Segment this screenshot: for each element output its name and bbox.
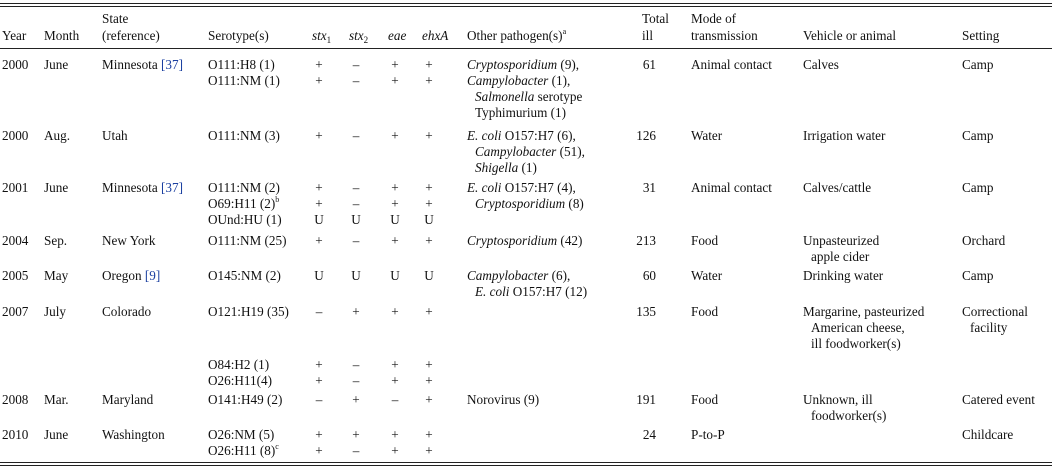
cell-stx2: – xyxy=(352,180,360,195)
cell-vehicle: Drinking water xyxy=(803,268,884,283)
cell-serotype: O111:NM (3) xyxy=(208,128,280,143)
cell-ehxa: + xyxy=(425,196,433,211)
cell-mode: Animal contact xyxy=(691,180,772,195)
cell-year: 2000 xyxy=(2,57,29,72)
cell-serotype: O141:H49 (2) xyxy=(208,392,283,407)
cell-stx2: – xyxy=(352,357,360,372)
header-stx1: stx$_1$ xyxy=(312,28,332,45)
header-serotype: Serotype(s) xyxy=(208,28,269,43)
cell-month: Sep. xyxy=(44,233,68,248)
cell-eae: + xyxy=(391,57,399,72)
cell-total-ill: 60 xyxy=(642,268,656,283)
header-ill: ill xyxy=(642,28,653,43)
cell-serotype: O111:H8 (1) xyxy=(208,57,275,72)
cell-other-pathogen: Shigella (1) xyxy=(475,160,537,175)
cell-ehxa: + xyxy=(425,180,433,195)
cell-stx1: – xyxy=(315,304,323,319)
header-transmission: transmission xyxy=(691,28,758,43)
cell-mode: Water xyxy=(691,268,723,283)
cell-vehicle: ill foodworker(s) xyxy=(811,336,901,351)
cell-year: 2007 xyxy=(2,304,29,319)
cell-serotype: O26:H11(4) xyxy=(208,373,272,388)
cell-eae: + xyxy=(391,357,399,372)
cell-ehxa: + xyxy=(425,233,433,248)
cell-ehxa: + xyxy=(425,392,433,407)
cell-vehicle: foodworker(s) xyxy=(811,408,887,423)
cell-state: New York xyxy=(102,233,156,248)
cell-stx1: U xyxy=(314,268,324,283)
cell-ehxa: U xyxy=(424,268,434,283)
cell-stx1: + xyxy=(315,233,323,248)
cell-setting: facility xyxy=(970,320,1008,335)
cell-ehxa: + xyxy=(425,373,433,388)
cell-total-ill: 135 xyxy=(636,304,656,319)
cell-stx1: + xyxy=(315,128,323,143)
bottom-rule-2 xyxy=(0,465,1052,466)
cell-mode: Food xyxy=(691,392,719,407)
cell-stx2: – xyxy=(352,196,360,211)
cell-stx1: + xyxy=(315,373,323,388)
header-mode: Mode of xyxy=(691,11,737,26)
cell-serotype: O121:H19 (35) xyxy=(208,304,289,319)
cell-vehicle: Calves/cattle xyxy=(803,180,872,195)
cell-stx1: + xyxy=(315,427,323,442)
cell-month: July xyxy=(44,304,66,319)
cell-ehxa: + xyxy=(425,128,433,143)
cell-month: June xyxy=(44,427,69,442)
cell-stx1: + xyxy=(315,196,323,211)
cell-total-ill: 31 xyxy=(642,180,656,195)
cell-eae: – xyxy=(391,392,399,407)
cell-total-ill: 126 xyxy=(636,128,656,143)
cell-other-pathogen: Campylobacter (51), xyxy=(475,144,585,159)
cell-eae: + xyxy=(391,128,399,143)
cell-other-pathogen: Cryptosporidium (42) xyxy=(467,233,583,248)
cell-total-ill: 24 xyxy=(642,427,656,442)
cell-stx1: + xyxy=(315,180,323,195)
cell-other-pathogen: Salmonella serotype xyxy=(475,89,583,104)
cell-month: June xyxy=(44,180,69,195)
cell-state: Colorado xyxy=(102,304,152,319)
cell-serotype: OUnd:HU (1) xyxy=(208,212,282,227)
header-ehxa: ehxA xyxy=(422,28,449,43)
cell-stx1: + xyxy=(315,57,323,72)
cell-eae: U xyxy=(390,212,400,227)
cell-year: 2004 xyxy=(2,233,29,248)
cell-mode: Food xyxy=(691,304,719,319)
cell-stx1: – xyxy=(315,392,323,407)
header-month: Month xyxy=(44,28,80,43)
cell-other-pathogen: Cryptosporidium (8) xyxy=(475,196,584,211)
header-eae: eae xyxy=(388,28,407,43)
cell-year: 2000 xyxy=(2,128,29,143)
cell-other-pathogen: E. coli O157:H7 (4), xyxy=(467,180,576,195)
cell-eae: + xyxy=(391,443,399,458)
cell-vehicle: Unknown, ill xyxy=(803,392,873,407)
cell-ehxa: + xyxy=(425,443,433,458)
cell-serotype: O111:NM (2) xyxy=(208,180,280,195)
header-year: Year xyxy=(2,28,27,43)
header-total: Total xyxy=(642,11,669,26)
reference-link[interactable]: [9] xyxy=(144,268,161,283)
cell-serotype: O26:H11 $(8)^c$ xyxy=(208,442,279,458)
cell-eae: + xyxy=(391,196,399,211)
cell-year: 2008 xyxy=(2,392,29,407)
cell-other-pathogen: E. coli O157:H7 (12) xyxy=(475,284,588,299)
cell-vehicle: American cheese, xyxy=(811,320,905,335)
cell-state: Utah xyxy=(102,128,128,143)
cell-eae: U xyxy=(390,268,400,283)
cell-eae: + xyxy=(391,373,399,388)
cell-state: Washington xyxy=(102,427,165,442)
cell-eae: + xyxy=(391,304,399,319)
cell-eae: + xyxy=(391,73,399,88)
cell-stx2: – xyxy=(352,233,360,248)
cell-mode: Food xyxy=(691,233,719,248)
cell-stx2: – xyxy=(352,443,360,458)
cell-eae: + xyxy=(391,233,399,248)
cell-vehicle: apple cider xyxy=(811,249,870,264)
cell-setting: Camp xyxy=(962,180,994,195)
cell-year: 2005 xyxy=(2,268,29,283)
cell-year: 2010 xyxy=(2,427,29,442)
cell-total-ill: 191 xyxy=(636,392,656,407)
cell-mode: Water xyxy=(691,128,723,143)
cell-state: Maryland xyxy=(102,392,154,407)
cell-other-pathogen: E. coli O157:H7 (6), xyxy=(467,128,576,143)
cell-setting: Camp xyxy=(962,268,994,283)
cell-year: 2001 xyxy=(2,180,29,195)
cell-month: June xyxy=(44,57,69,72)
cell-stx2: – xyxy=(352,128,360,143)
cell-setting: Correctional xyxy=(962,304,1028,319)
cell-stx2: U xyxy=(351,268,361,283)
cell-other-pathogen: Cryptosporidium (9), xyxy=(467,57,580,72)
cell-stx1: + xyxy=(315,73,323,88)
cell-other-pathogen: Norovirus (9) xyxy=(467,392,540,407)
cell-state: Minnesota [37] xyxy=(102,180,183,195)
cell-ehxa: + xyxy=(425,304,433,319)
reference-link[interactable]: [37] xyxy=(160,180,183,195)
cell-month: Mar. xyxy=(44,392,69,407)
cell-stx2: – xyxy=(352,373,360,388)
cell-stx2: + xyxy=(352,392,360,407)
cell-other-pathogen: Typhimurium (1) xyxy=(475,105,567,120)
cell-ehxa: + xyxy=(425,57,433,72)
cell-stx2: + xyxy=(352,304,360,319)
bottom-rule-1 xyxy=(0,462,1052,463)
cell-ehxa: + xyxy=(425,427,433,442)
cell-ehxa: + xyxy=(425,73,433,88)
header-reference: (reference) xyxy=(102,28,160,43)
cell-stx2: + xyxy=(352,427,360,442)
cell-setting: Childcare xyxy=(962,427,1014,442)
cell-serotype: O26:NM (5) xyxy=(208,427,275,442)
cell-stx1: U xyxy=(314,212,324,227)
cell-stx2: – xyxy=(352,73,360,88)
cell-other-pathogen: Campylobacter (1), xyxy=(467,73,571,88)
cell-eae: + xyxy=(391,427,399,442)
cell-setting: Orchard xyxy=(962,233,1006,248)
header-rule xyxy=(0,48,1052,49)
top-rule-1 xyxy=(0,3,1052,4)
cell-setting: Catered event xyxy=(962,392,1035,407)
cell-state: Minnesota [37] xyxy=(102,57,183,72)
cell-vehicle: Unpasteurized xyxy=(803,233,880,248)
header-vehicle: Vehicle or animal xyxy=(803,28,897,43)
top-rule-2 xyxy=(0,6,1052,7)
cell-vehicle: Calves xyxy=(803,57,839,72)
cell-mode: P-to-P xyxy=(691,427,725,442)
cell-mode: Animal contact xyxy=(691,57,772,72)
cell-total-ill: 61 xyxy=(642,57,656,72)
cell-stx2: – xyxy=(352,57,360,72)
cell-month: Aug. xyxy=(44,128,71,143)
cell-serotype: O69:H11 $(2)^b$ xyxy=(208,195,280,211)
cell-setting: Camp xyxy=(962,128,994,143)
cell-total-ill: 213 xyxy=(636,233,656,248)
cell-stx1: + xyxy=(315,357,323,372)
header-setting: Setting xyxy=(962,28,1000,43)
cell-other-pathogen: Campylobacter (6), xyxy=(467,268,571,283)
cell-serotype: O111:NM (1) xyxy=(208,73,280,88)
cell-serotype: O84:H2 (1) xyxy=(208,357,270,372)
cell-month: May xyxy=(44,268,69,283)
cell-ehxa: + xyxy=(425,357,433,372)
cell-state: Oregon [9] xyxy=(102,268,161,283)
cell-serotype: O145:NM (2) xyxy=(208,268,281,283)
header-state: State xyxy=(102,11,129,26)
cell-vehicle: Irrigation water xyxy=(803,128,886,143)
cell-vehicle: Margarine, pasteurized xyxy=(803,304,925,319)
cell-serotype: O111:NM (25) xyxy=(208,233,287,248)
reference-link[interactable]: [37] xyxy=(160,57,183,72)
cell-setting: Camp xyxy=(962,57,994,72)
cell-eae: + xyxy=(391,180,399,195)
header-stx2: stx$_2$ xyxy=(349,28,369,45)
cell-stx1: + xyxy=(315,443,323,458)
cell-stx2: U xyxy=(351,212,361,227)
header-other-pathogens: Other $pathogen(s)^a$ xyxy=(467,27,567,43)
cell-ehxa: U xyxy=(424,212,434,227)
